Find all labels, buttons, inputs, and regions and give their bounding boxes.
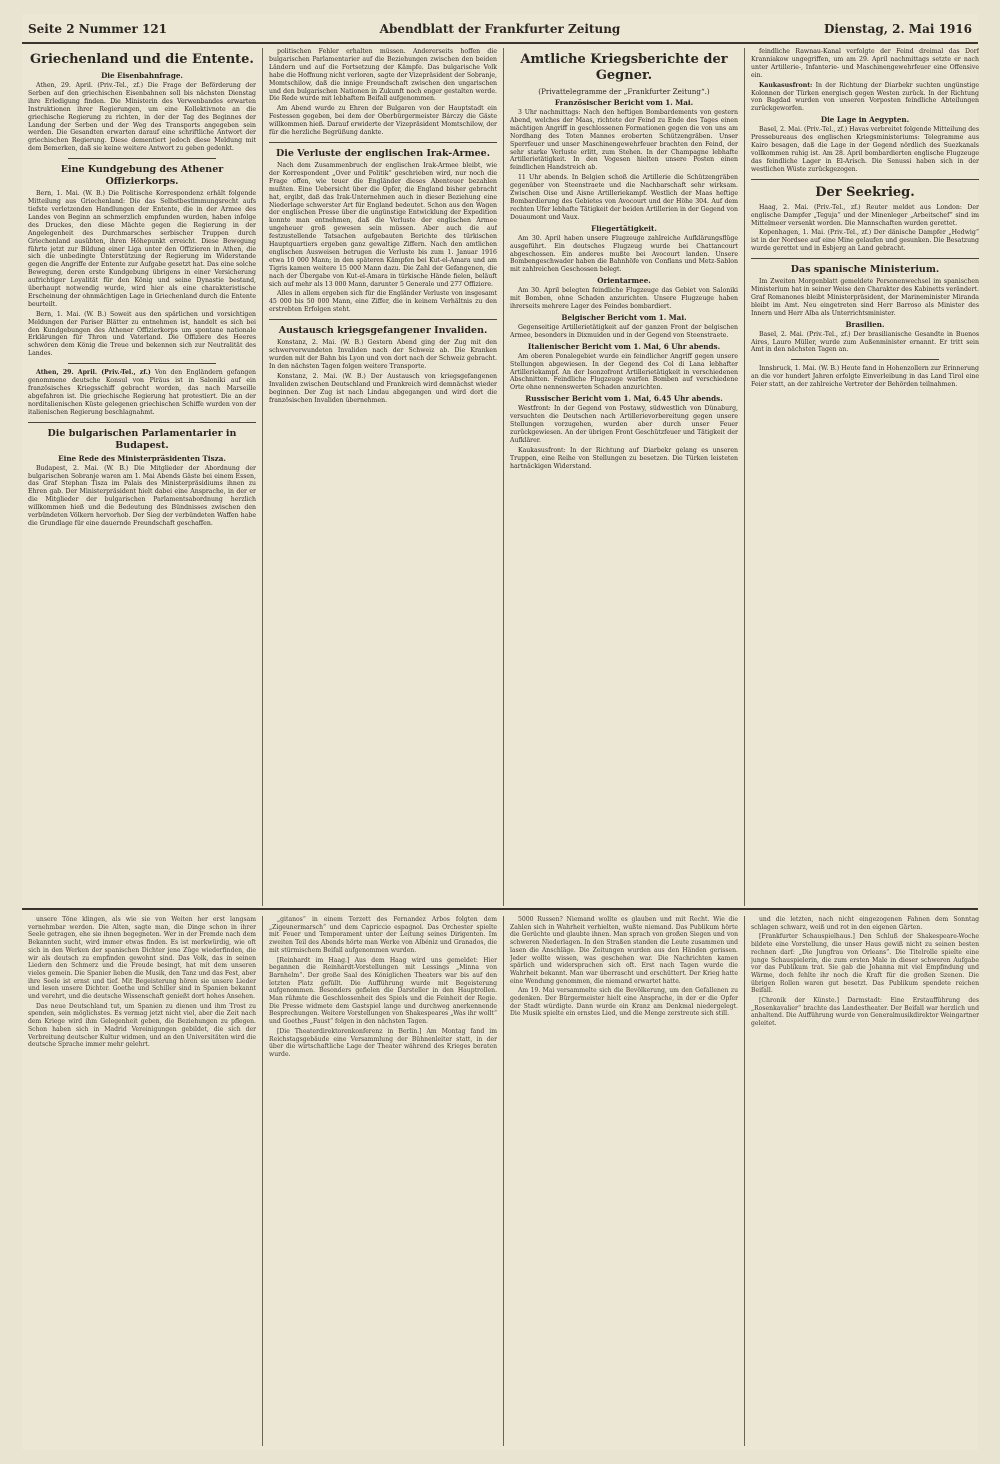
article-russian: Westfront: In der Gegend von Postawy, südwestlich von Dünaburg, versuchten die Deutschen nach Artillerievorbereitung gegen unsere Stellungen vorzugehen, wurden aber durch unser Feuer zurückgewiesen. An der übrigen Front Geschützfeuer und Tätigkeit der Aufklärer. bbox=[510, 405, 738, 444]
heading-orient: Orientarmee. bbox=[597, 276, 651, 286]
article-aviation: Am 30. April haben unsere Flugzeuge zahlreiche Aufklärungsflüge ausgeführt. Ein deutsches Flugzeug wurde bei Chattancourt abgeschossen. Ein anderes mußte bei Avocourt landen. Unsere Bombengeschwader haben die Bahnhöfe von Conflans und Metz-Sablon mit zahlreichen Geschossen belegt. bbox=[510, 234, 738, 274]
feuilleton-text: [Die Theaterdirektorenkonferenz in Berlin.] Am Montag fand im Reichstagsgebäude eine Versammlung der Bühnenleiter statt, in der über die wirtschaftliche Lage der Theater während des Krieges beraten wurde. bbox=[269, 1027, 497, 1058]
article-kaukasus: In der Richtung der Diarbekr suchten ungünstige Kolonnen der Türken energisch gegen Westen zurück. In der Richtung von Bagdad wurden von unseren Vorposten feindliche Abteilungen zurückgeworfen. bbox=[751, 81, 979, 113]
article-spain: Im Zweiten Morgenblatt gemeldete Personenwechsel im spanischen Ministerium hat in seiner Weise den Charakter des Kabinetts verändert. Graf Romanones bleibt Ministerpräsident, der Marineminister Miranda bleibt im Amt. Neu eingetreten sind Herr Barroso als Minister des Innern und Herr Alba als Unterrichtsminister. bbox=[751, 278, 979, 317]
separator bbox=[751, 179, 979, 180]
column-4 bbox=[751, 48, 979, 906]
article-irak-losses-2: Alles in allem ergeben sich für die Engländer Verluste von insgesamt 45 000 bis 50 000 Mann, eine Ziffer, die in keinem Verhältnis zu den erstrebten Erfolgen steht. bbox=[269, 290, 497, 314]
feuilleton-text: Am 19. Mai versammelte sich die Bevölkerung, um den Gefallenen zu gedenken. Der Bürgermeister hielt eine Ansprache, in der er die Opfer der Stadt würdigte. Dann wurde ein Kranz am Denkmal niedergelegt. Die Musik spielte ein ernstes Lied, und die Menge zerstreute sich still. bbox=[510, 987, 738, 1018]
column-divider bbox=[744, 48, 745, 906]
article-exchange-2: Konstanz, 2. Mai. (W. B.) Der Austausch von kriegsgefangenen Invaliden zwischen Deutschland und Frankreich wird demnächst wieder beginnen. Der Zug ist nach Lindau abgegangen und wird dort die französischen Invaliden übernehmen. bbox=[269, 372, 497, 404]
column-1 bbox=[28, 48, 256, 906]
feuilleton-text: unsere Töne klingen, als wie sie von Weiten her erst langsam vernehmbar werden. Die Alten, sagte man, die Dinge schon in ihrer Seele getragen, ehe sie ihnen begegneten. Wer in der Fremde nach dem Bekannten sucht, wird immer etwas finden. Es ist merkwürdig, wie oft sich in den Werken der spanischen Dichter jene Züge wiederfinden, die wir als deutsch zu empfinden gewohnt sind. Das Volk, das in seinen Liedern den Schmerz und die Freude besingt, hat mit dem unseren vieles gemein. Die Spanier lieben die Musik, den Tanz und das Fest, aber ihre Seele ist ernst und tief. Mit Begeisterung hören sie unsere Lieder und lesen unsere Dichter. Goethe und Schiller sind in Spanien bekannt und verehrt, und die deutsche Wissenschaft genießt dort hohes Ansehen. bbox=[28, 916, 256, 1001]
issue-date: Dienstag, 2. Mai 1916 bbox=[823, 22, 972, 36]
separator bbox=[68, 363, 216, 364]
column-divider bbox=[262, 916, 263, 1446]
article-naval: Haag, 2. Mai. (Priv.-Tel., zf.) Reuter meldet aus London: Der englische Dampfer „Teguja“ und der Minenleger „Arbeitschef“ sind im Mittelmeer versenkt worden. Die Mannschaften wurden gerettet. bbox=[751, 203, 979, 227]
dateline-athens: Athen, 29. April. (Priv.-Tel., zf.) bbox=[36, 369, 151, 377]
column-divider bbox=[503, 916, 504, 1446]
article-innsbruck: Innsbruck, 1. Mai. (W. B.) Heute fand in Hohenzollern zur Erinnerung an die vor hundert Jahren erfolgte Einverleibung in das Land Tirol eine Feier statt, an der zahlreiche Vertreter der Behörden teilnahmen. bbox=[751, 365, 979, 389]
page-header bbox=[22, 14, 978, 44]
article-irak-losses: Nach dem Zusammenbruch der englischen Irak-Armee bleibt, wie der Korrespondent „Over und Politik“ geschrieben wird, nur noch die Frage offen, wie teuer die Engländer dieses Abenteuer bezahlen mußten. Eine Uebersicht über die Opfer, die England bisher gebracht hat, ergibt, daß das Irak-Unternehmen auch in dieser Beziehung eine Niederlage schwerster Art für England bedeutet. Schon aus den Wagen der englischen Presse über die ungünstige Entwicklung der Expedition konnte man entnehmen, daß die Verluste der englischen Armee ungeheuer groß gewesen sein müssen. Aber auch die auf festzustellende Tatsachen aufgebauten Berichte des türkischen Hauptquartiers ergeben ganz gewaltige Ziffern. Nach den amtlichen englischen Ausweisen betrugen die Verluste bis zum 1. Januar 1916 etwa 10 000 Mann; in den späteren Kämpfen bei Kut-el-Amara und am Tigris kamen weitere 15 000 Mann dazu. Die Zahl der Gefangenen, die nach der Übergabe von Kut-el-Amara in türkische Hände fielen, beläuft sich auf mehr als 13 000 Mann, darunter 5 Generale und 277 Offiziere. bbox=[269, 161, 497, 288]
headline-naval-war: Der Seekrieg. bbox=[815, 184, 915, 200]
feuilleton-column-1 bbox=[28, 916, 256, 1446]
feuilleton-column-3 bbox=[510, 916, 738, 1446]
column-divider bbox=[744, 916, 745, 1446]
article-french-2: 11 Uhr abends. In Belgien schoß die Artillerie die Schützengräben gegenüber von Steenstraete und die Nachbarschaft sehr wirksam. Zwischen Oise und Aisne Artilleriekampf. Westlich der Maas heftige Bombardierung des Gebietes von Avocourt und der Höhe 304. Auf dem rechten Ufer lebhafte Tätigkeit der beiden Artillerien in der Gegend von Douaumont und Vaux. bbox=[510, 174, 738, 221]
article-continued-2: Am Abend wurde zu Ehren der Bulgaren von der Hauptstadt ein Festessen gegeben, bei dem der Oberbürgermeister Bárczy die Gäste willkommen hieß. Darauf erwiderte der Vizepräsident Momtschilow, der für die herzliche Begrüßung dankte. bbox=[269, 105, 497, 137]
article-naval-2: Kopenhagen, 1. Mai. (Priv.-Tel., zf.) Der dänische Dampfer „Hedwig“ ist in der Nordsee auf eine Mine gelaufen und gesunken. Die Besatzung wurde gerettet und in Esbjerg an Land gebracht. bbox=[751, 229, 979, 253]
heading-russian-report: Russischer Bericht vom 1. Mai, 6.45 Uhr abends. bbox=[525, 394, 723, 404]
newspaper-page bbox=[22, 14, 978, 1450]
separator bbox=[269, 142, 497, 143]
article-rally: Bern, 1. Mai. (W. B.) Die Politische Korrespondenz erhält folgende Mitteilung aus Griechenland: Die das Selbstbestimmungsrecht aufs tiefste verletzenden Handlungen der Entente, die in der Armee des Landes von Beginn an schmerzlich empfunden wurden, haben infolge des Druckes, den diese Mächte gegen die Regierung in der Angelegenheit des Durchmarsches serbischer Truppen durch Griechenland ausübten, ihren Höhepunkt erreicht. Diese Bewegung führte jetzt zur Bildung einer Liga unter den Offizieren in Athen, die sich die unbedingte Unterstützung der Regierung im Widerstande gegen die Angriffe der Entente zur Aufgabe gesetzt hat. Das eine solche Bewegung, deren erste Kundgebung übrigens in einer Versicherung aufrichtiger Loyalität für den König und seine Dynastie bestand, überhaupt notwendig wurde, wird hier als eine charakteristische Erscheinung der ohnmächtigen Lage in Griechenland durch die Entente beurteilt. bbox=[28, 190, 256, 308]
subheadline-tisza: Eine Rede des Ministerpräsidenten Tisza. bbox=[58, 453, 226, 463]
newspaper-title: Abendblatt der Frankfurter Zeitung bbox=[379, 22, 621, 36]
article-orient: Am 30. April belegten feindliche Flugzeuge das Gebiet von Saloniki mit Bomben, ohne Schaden anzurichten. Unsere Flugzeuge haben ihrerseits mehrere Lager des Feindes bombardiert. bbox=[510, 287, 738, 311]
feuilleton-column-4 bbox=[751, 916, 979, 1446]
article-egypt: Basel, 2. Mai. (Priv.-Tel., zf.) Havas verbreitet folgende Mitteilung des Pressebureaus des englischen Kriegsministeriums: Telegramme aus Kairo besagen, daß die Lage in der Gegend nördlich des Suezkanals vollkommen ruhig ist. Am 28. April bombardierten englische Flugzeuge das feindliche Lager in El-Arisch. Die Senussi haben sich in der westlichen Wüste zurückgezogen. bbox=[751, 126, 979, 173]
feuilleton-divider bbox=[22, 908, 978, 910]
article-rally-2: Bern, 1. Mai. (W. B.) Soweit aus den spärlichen und vorsichtigen Meldungen der Pariser Blätter zu entnehmen ist, handelt es sich bei den Kundgebungen des Athener Offizierkorps um spontane nationale Erklärungen für Thron und Vaterland. Die Offiziere des Heeres schwören dem König die Treue und bekennen sich zur Neutralität des Landes. bbox=[28, 310, 256, 358]
separator bbox=[68, 158, 216, 159]
page-number: Seite 2 Nummer 121 bbox=[28, 22, 168, 36]
separator bbox=[791, 359, 939, 360]
separator bbox=[269, 319, 497, 320]
separator bbox=[28, 422, 256, 423]
article-continued: feindliche Rawnau-Kanal verfolgte der Feind dreimal das Dorf Kranniakow ungegriffen, um am 29. April nachmittags setzte er nach unter Artillerie-, Infanterie- und Maschinengewehrfeuer eine Offensive ein. bbox=[751, 48, 979, 79]
feuilleton-text: [Frankfurter Schauspielhaus.] Den Schluß der Shakespeare-Woche bildete eine Vorstellung, die unser Haus gewiß nicht zu seinen besten rechnen darf: „Die Jungfrau von Orleans“. Die Titelrolle spielte eine junge Schauspielerin, die zum ersten Male in dieser schweren Aufgabe vor das Publikum trat. Sie gab die Johanna mit viel Empfindung und Wärme, doch fehlte ihr noch die Kraft für die großen Szenen. Die übrigen Rollen waren gut besetzt. Das Publikum spendete reichen Beifall. bbox=[751, 933, 979, 995]
headline-invalid-exchange: Austausch kriegsgefangener Invaliden. bbox=[278, 325, 488, 337]
separator bbox=[751, 258, 979, 259]
article-belgian: Gegenseitige Artillerietätigkeit auf der ganzen Front der belgischen Armee, besonders in Dixmuiden und in der Gegend von Steenstraete. bbox=[510, 323, 738, 339]
headline-rally: Eine Kundgebung des Athener Offizierkorps. bbox=[60, 164, 224, 188]
feuilleton-text: „gitanos“ in einem Terzett des Fernandez Arbos folgten dem „Zigeunermarsch“ und dem Capriccio espagnol. Das Orchester spielte mit Feuer und Temperament unter der Leitung seines Dirigenten. Im zweiten Teil des Abends hörte man Werke von Albéniz und Granados, die mit stürmischem Beifall aufgenommen wurden. bbox=[269, 916, 497, 954]
heading-aviation: Fliegertätigkeit. bbox=[591, 223, 657, 233]
heading-italian-report: Italienischer Bericht vom 1. Mai, 6 Uhr abends. bbox=[527, 341, 721, 351]
subheadline-railway: Die Eisenbahnfrage. bbox=[101, 71, 183, 80]
headline-spanish-ministry: Das spanische Ministerium. bbox=[790, 264, 940, 276]
column-divider bbox=[262, 48, 263, 906]
headline-greece: Griechenland und die Entente. bbox=[30, 52, 254, 67]
feuilleton-text: [Reinhardt im Haag.] Aus dem Haag wird uns gemeldet: Hier begannen die Reinhardt-Vorstellungen mit Lessings „Minna von Barnhelm“. Der große Saal des Königlichen Theaters war bis auf den letzten Platz gefüllt. Die Aufführung wurde mit Begeisterung aufgenommen. Besonders gefielen die Darsteller in den Hauptrollen. Man rühmte die Geschlossenheit des Spiels und die Feinheit der Regie. Die Presse widmete dem Gastspiel lange und durchweg anerkennende Besprechungen. Weitere Vorstellungen von Shakespeares „Was ihr wollt“ und Goethes „Faust“ folgen in den nächsten Tagen. bbox=[269, 956, 497, 1026]
column-2 bbox=[269, 48, 497, 906]
article-bulgarian: Budapest, 2. Mai. (W. B.) Die Mitglieder der Abordnung der bulgarischen Sobranje waren am 1. Mai Abends Gäste bei einem Essen, das Graf Stephan Tisza im Palais des Ministerpräsidiums ihnen zu Ehren gab. Der Ministerpräsident hielt dabei eine Ansprache, in der er die Mitglieder der bulgarischen Parlamentsabordnung herzlich willkommen hieß und die Bedeutung des Bündnisses zwischen den verbündeten Völkern hervorhob. Der Sieg der verbündeten Waffen habe die Grundlage für eine dauernde Freundschaft geschaffen. bbox=[28, 464, 256, 527]
article-continued: politischen Fehler erhalten müssen. Andererseits hoffen die bulgarischen Parlamentarier auf die Beziehungen zwischen den beiden Ländern und auf die Fortsetzung der Kämpfe. Das bulgarische Volk habe die Hoffnung nicht verloren, sagte der Vizepräsident der Sobranje, Momtschilow, daß die innige Freundschaft zwischen den ungarischen und den bulgarischen Nationen in Zukunft noch enger gestalten werde. Die Rede wurde mit lebhaftem Beifall aufgenommen. bbox=[269, 48, 497, 103]
reports-subtitle: (Privattelegramme der „Frankfurter Zeitung“.) bbox=[538, 87, 710, 96]
feuilleton-text: 5000 Russen? Niemand wollte es glauben und mit Recht. Wie die Zahlen sich in Wahrheit verhielten, wußte niemand. Das Publikum hörte die Gerüchte und glaubte ihnen. Man sprach von großen Siegen und von schweren Niederlagen. In den Straßen standen die Leute zusammen und lasen die Anschläge. Die Zeitungen wurden aus den Händen gerissen. Jeder wollte wissen, was geschehen war. Die Nachrichten kamen spärlich und widersprachen sich oft. Erst nach Tagen wurde die Wahrheit bekannt. Man war überrascht und erschüttert. Der Krieg hatte eine Wendung genommen, die niemand erwartet hatte. bbox=[510, 916, 738, 985]
article-railway: Athen, 29. April. (Priv.-Tel., zf.) Die Frage der Beförderung der Serben auf den griechischen Eisenbahnen soll bis nächsten Dienstag ihre Erledigung finden. Die Ministerin des Verwenbandes erwarten Instruktionen ihrer Regierungen, um eine Kollektivnote an die griechische Regierung zu richten, in der der Tag des Beginnes der Landung der Serben und der Weg des Transports angegeben sein werden. Die Gesandten erwarten darauf eine schriftliche Antwort der griechischen Regierung. Diese dementiert jedoch diese Meldung mit dem Bemerken, daß sie keine weitere Antwort zu geben gedenkt. bbox=[28, 82, 256, 153]
article-french: 3 Uhr nachmittags: Nach den heftigen Bombardements von gestern Abend, welches der Maas, richtete der Feind zu Ende des Tages einen mächtigen Angriff in geschlossenen Formationen gegen die von uns am Nordhang des Toten Mannes eroberten Schützengräben. Unser Sperrfeuer und unser Maschinengewehrfeuer brachten den Feind, der sehr starke Verluste erlitt, zum Stehen. In der Champagne lebhafte Artillerietätigkeit. In den Vogesen hielten unsere Posten einen feindlichen Handstreich ab. bbox=[510, 109, 738, 172]
article-exchange: Konstanz, 2. Mai. (W. B.) Gestern Abend ging der Zug mit den schwerverwundeten Invaliden nach der Schweiz ab. Die Kranken wurden mit der Bahn bis Lyon und von dort nach der Schweiz gebracht. In den nächsten Tagen folgen weitere Transporte. bbox=[269, 339, 497, 370]
label-kaukasus: Kaukasusfront: bbox=[759, 81, 813, 89]
headline-war-reports: Amtliche Kriegsberichte der Gegner. bbox=[520, 52, 728, 83]
headline-bulgarian: Die bulgarischen Parlamentarier in Budapest. bbox=[47, 427, 237, 451]
feuilleton-text: [Chronik der Künste.] Darmstadt: Eine Erstaufführung des „Rosenkavalier“ brachte das Landestheater. Der Beifall war herzlich und anhaltend. Die Aufführung wurde von Generalmusikdirektor Weingartner geleitet. bbox=[751, 997, 979, 1028]
heading-belgian-report: Belgischer Bericht vom 1. Mai. bbox=[561, 312, 687, 322]
headline-irak-losses: Die Verluste der englischen Irak-Armee. bbox=[275, 147, 491, 159]
column-3 bbox=[510, 48, 738, 906]
heading-egypt: Die Lage in Aegypten. bbox=[820, 115, 910, 125]
column-divider bbox=[503, 48, 504, 906]
heading-french-report: Französischer Bericht vom 1. Mai. bbox=[554, 98, 694, 107]
article-russian-2: Kaukasusfront: In der Richtung auf Diarbekr gelang es unseren Truppen, eine Reihe von Stellungen zu besetzen. Die Türken leisteten hartnäckigen Widerstand. bbox=[510, 446, 738, 470]
article-athens: Von den Engländern gefangen genommene deutsche Konsul von Piräus ist in Saloniki auf ein französisches Kriegsschiff gebracht worden, das nach Marseille abgefahren ist. Die griechische Regierung hat protestiert. Die an der norditalienischen Küste gelegenen griechischen Schiffe wurden von der italienischen Regierung beschlagnahmt. bbox=[28, 369, 256, 416]
feuilleton-text: und die letzten, nach nicht eingezogenen Fahnen dem Sonntag schlagen schwarz, weiß und rot in den eigenen Gärten. bbox=[751, 916, 979, 931]
heading-brazil: Brasilien. bbox=[845, 319, 885, 329]
feuilleton-text: Das neue Deutschland tut, um Spanien zu dienen und ihm Trost zu spenden, sein möglichstes. Es vermag jetzt nicht viel, aber die Zeit nach dem Kriege wird ihm Gelegenheit geben, die Beziehungen zu pflegen. Schon haben sich in Madrid Vereinigungen gebildet, die sich der Verbreitung deutscher Kultur widmen, und an den Universitäten wird die deutsche Sprache immer mehr gelehrt. bbox=[28, 1002, 256, 1049]
article-italian: Am oberen Ponalegebiet wurde ein feindlicher Angriff gegen unsere Stellungen abgewiesen. In der Gegend des Col di Lana lebhafter Artilleriekampf. An der Isonzofront Artillerietätigkeit in verschiedenen Abschnitten. Feindliche Flugzeuge warfen Bomben auf verschiedene Orte ohne nennenswerten Schaden anzurichten. bbox=[510, 352, 738, 392]
feuilleton-column-2 bbox=[269, 916, 497, 1446]
article-brazil: Basel, 2. Mai. (Priv.-Tel., zf.) Der brasilianische Gesandte in Buenos Aires, Lauro Müller, wurde zum Außenminister ernannt. Er tritt sein Amt in den nächsten Tagen an. bbox=[751, 330, 979, 354]
